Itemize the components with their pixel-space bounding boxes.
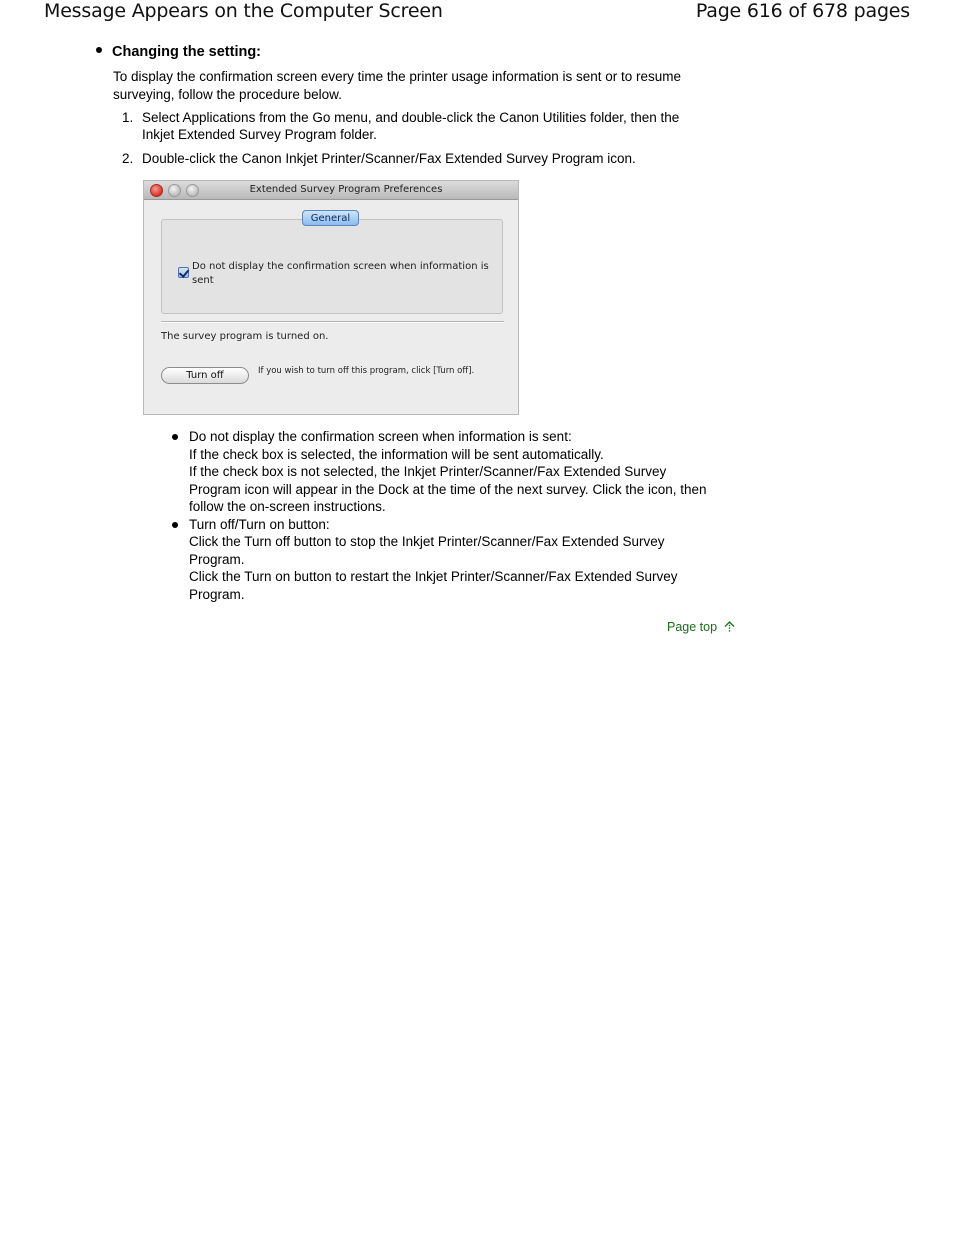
dialog-title: Extended Survey Program Preferences	[249, 184, 443, 195]
confirmation-checkbox[interactable]	[178, 267, 189, 278]
preferences-dialog	[143, 180, 519, 415]
notes-list	[172, 428, 712, 603]
note-text: Click the Turn off button to stop the Inkjet Printer/Scanner/Fax Extended Survey Program.	[189, 534, 665, 567]
section-heading-text: Changing the setting:	[112, 44, 262, 60]
step-text: Select Applications from the Go menu, and double-click the Canon Utilities folder, then the Inkjet Extended Survey Program folder.	[142, 110, 680, 142]
note-text: If the check box is selected, the information will be sent automatically.	[189, 446, 604, 462]
steps-list	[122, 109, 702, 174]
intro-paragraph: To display the confirmation screen every time the printer usage information is sent or to resume surveying, follow the procedure below.	[113, 69, 682, 102]
note-term: Turn off/Turn on button:	[189, 516, 330, 532]
list-item	[122, 109, 702, 143]
bullet-icon	[96, 47, 102, 53]
list-item	[172, 428, 712, 516]
confirmation-checkbox-label[interactable]: Do not display the confirmation screen when information is sent	[192, 261, 489, 286]
dialog-titlebar	[144, 181, 518, 200]
page-number: Page 616 of 678 pages	[695, 0, 910, 22]
tab-general[interactable]: General	[302, 210, 359, 226]
arrow-up-icon	[724, 621, 735, 633]
list-item	[172, 516, 712, 604]
note-text: Click the Turn on button to restart the Inkjet Printer/Scanner/Fax Extended Survey Program.	[189, 569, 678, 602]
dialog-divider	[161, 321, 504, 323]
turn-off-hint: If you wish to turn off this program, click [Turn off].	[258, 366, 475, 376]
note-text: If the check box is not selected, the Inkjet Printer/Scanner/Fax Extended Survey Program icon will appear in the Dock at the time of the next survey. Click the icon, then follow the on-screen instructions.	[189, 464, 707, 514]
section-heading	[96, 44, 261, 60]
step-number: 1.	[122, 110, 134, 125]
note-term: Do not display the confirmation screen when information is sent:	[189, 429, 572, 444]
page-header-title: Message Appears on the Computer Screen	[44, 0, 443, 22]
list-item	[122, 150, 702, 167]
survey-status-text: The survey program is turned on.	[161, 331, 329, 342]
page-top-link[interactable]	[667, 620, 735, 634]
step-number: 2.	[122, 151, 134, 166]
turn-off-button[interactable]: Turn off	[161, 367, 249, 384]
page-top-label: Page top	[667, 620, 718, 634]
step-text: Double-click the Canon Inkjet Printer/Scanner/Fax Extended Survey Program icon.	[142, 151, 636, 166]
